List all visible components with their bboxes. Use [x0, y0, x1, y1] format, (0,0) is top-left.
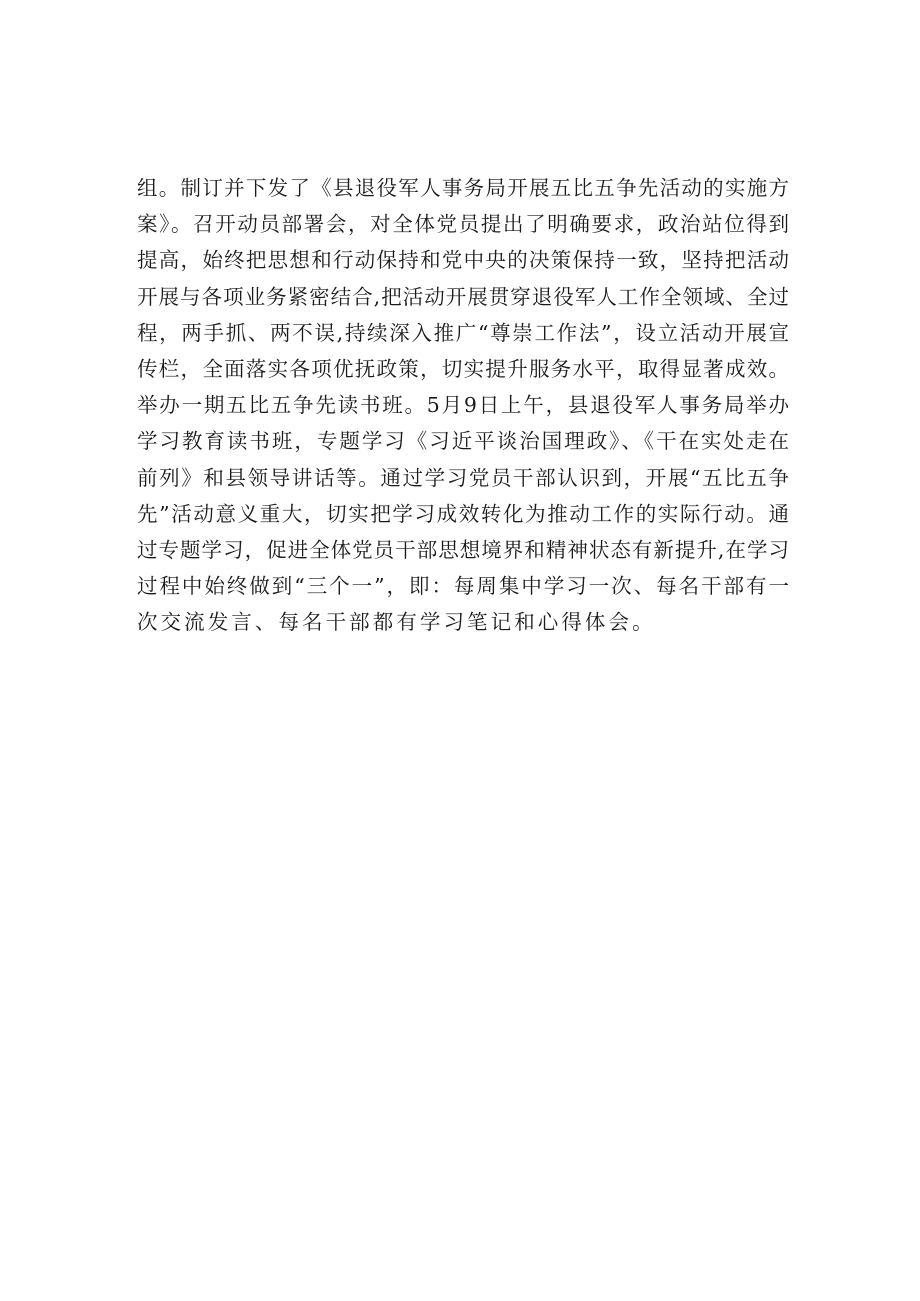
- text-line: 开展与各项业务紧密结合,把活动开展贯穿退役军人工作全领域、全过: [137, 284, 789, 309]
- text-line: 案》。召开动员部署会，对全体党员提出了明确要求，政治站位得到: [137, 212, 789, 237]
- text-line: 学习教育读书班，专题学习《习近平谈治国理政》、《干在实处走在: [137, 429, 789, 454]
- text-line: 过程中始终做到“三个一”，即：每周集中学习一次、每名干部有一: [137, 574, 789, 599]
- text-line: 先”活动意义重大，切实把学习成效转化为推动工作的实际行动。通: [137, 501, 789, 526]
- text-line: 提高，始终把思想和行动保持和党中央的决策保持一致，坚持把活动: [137, 248, 789, 273]
- text-line: 传栏，全面落实各项优抚政策，切实提升服务水平，取得显著成效。: [137, 356, 789, 381]
- text-line: 组。制订并下发了《县退役军人事务局开展五比五争先活动的实施方: [137, 176, 789, 200]
- text-line: 程，两手抓、两不误,持续深入推广“尊崇工作法”，设立活动开展宣: [137, 320, 789, 345]
- text-line: 过专题学习，促进全体党员干部思想境界和精神状态有新提升,在学习: [137, 537, 789, 562]
- text-line: 前列》和县领导讲话等。通过学习党员干部认识到，开展“五比五争: [137, 465, 789, 490]
- text-line-last: 次交流发言、每名干部都有学习笔记和心得体会。: [137, 610, 656, 635]
- document-body: [137, 170, 789, 640]
- text-line: 举办一期五比五争先读书班。5月9日上午，县退役军人事务局举办: [137, 393, 789, 418]
